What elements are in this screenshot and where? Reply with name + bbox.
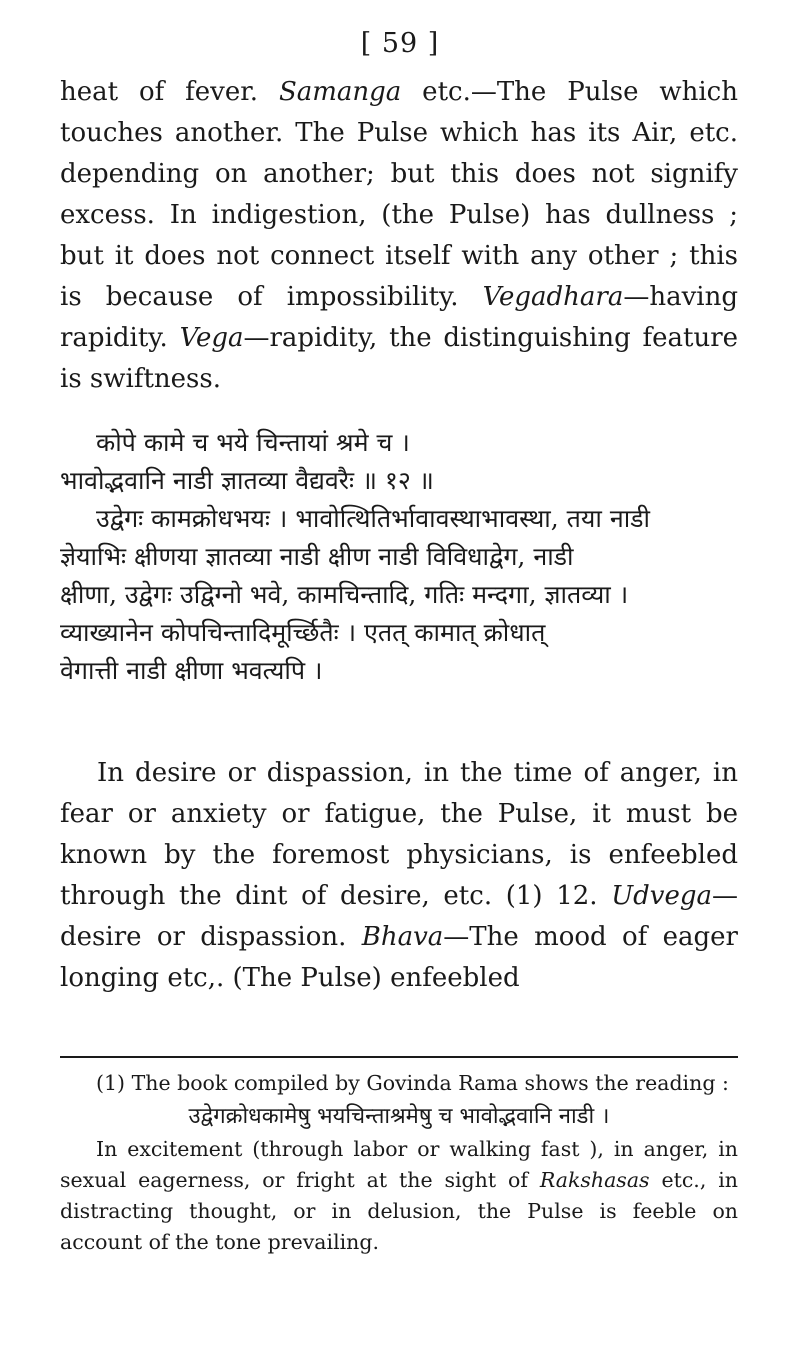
verse-line-5: क्षीणा, उद्वेगः उद्विग्नो भवे, कामचिन्तादि, गतिः मन्दगा, ज्ञातव्या । (60, 580, 629, 609)
paragraph2-text-1: In desire or dispassion, in the time of anger, in fear or anxiety or fatigue, the Pulse, it must be known by the foremost physicians, is enfeebled through the dint of desire, etc. (1) 12. (60, 758, 738, 911)
verse-line-1: कोपे कामे च भये चिन्तायां श्रमे च । (96, 428, 410, 457)
footnote-translation-text-1: In excitement (through labor or walking fast ), in anger, in sexual eagerness, or fright at the sight of (60, 1137, 738, 1192)
footnote-translation-text-2: etc., in distracting thought, or in delusion, the Pulse is feeble on account of the tone prevailing. (60, 1168, 738, 1254)
paragraph1-text-1: heat of fever. (60, 77, 279, 107)
verse-line-2: भावोद्भवानि नाडी ज्ञातव्या वैद्यवरैः ॥ १२ ॥ (60, 466, 434, 495)
footnote-translation (60, 1134, 738, 1258)
verse-line-6: व्याख्यानेन कोपचिन्तादिमूर्च्छितैः । एतत् कामात् क्रोधात् (60, 618, 546, 647)
footnote-verse: उद्वेगक्रोधकामेषु भयचिन्ताश्रमेषु च भावोद्भवानि नाडी । (188, 1104, 610, 1129)
footnote (60, 1068, 738, 1258)
footnote-marker: (1) (96, 1071, 126, 1095)
paragraph2-text-2: —desire or dispassion. (60, 881, 738, 952)
paragraph1-text-4: —rapidity, the distinguishing feature is swiftness. (60, 323, 739, 394)
term-udvega: Udvega (611, 881, 712, 911)
paragraph-continuation (60, 72, 738, 400)
page-number: [ 59 ] (360, 28, 440, 59)
verse-line-7: वेगात्ती नाडी क्षीणा भवत्यपि । (60, 656, 323, 685)
footnote-intro: The book compiled by Govinda Rama shows the reading : (125, 1071, 729, 1095)
term-vega: Vega (179, 323, 244, 353)
sanskrit-verse (60, 424, 738, 690)
verse-line-4: ज्ञेयाभिः क्षीणया ज्ञातव्या नाडी क्षीण नाडी विविधाद्वेग, नाडी (60, 542, 574, 571)
verse-line-3: उद्वेगः कामक्रोधभयः । भावोत्थितिर्भावावस्थाभावस्था, तया नाडी (96, 504, 651, 533)
term-vegadhara: Vegadhara (482, 282, 624, 312)
term-samanga: Samanga (278, 77, 402, 107)
term-rakshasas: Rakshasas (539, 1168, 650, 1192)
paragraph1-text-3: —having rapidity. (60, 282, 738, 353)
footnote-divider (60, 1056, 738, 1058)
paragraph2-text-3: —The mood of eager longing etc,. (The Pulse) enfeebled (60, 922, 738, 993)
paragraph1-text-2: etc.—The Pulse which touches another. The Pulse which has its Air, etc. depending on another; but this does not signify excess. In indigestion, (the Pulse) has dullness ; but it does not connect itself with any other ; this is because of impossibility. (60, 77, 738, 312)
translation-paragraph (60, 727, 738, 1025)
term-bhava: Bhava (361, 922, 444, 952)
